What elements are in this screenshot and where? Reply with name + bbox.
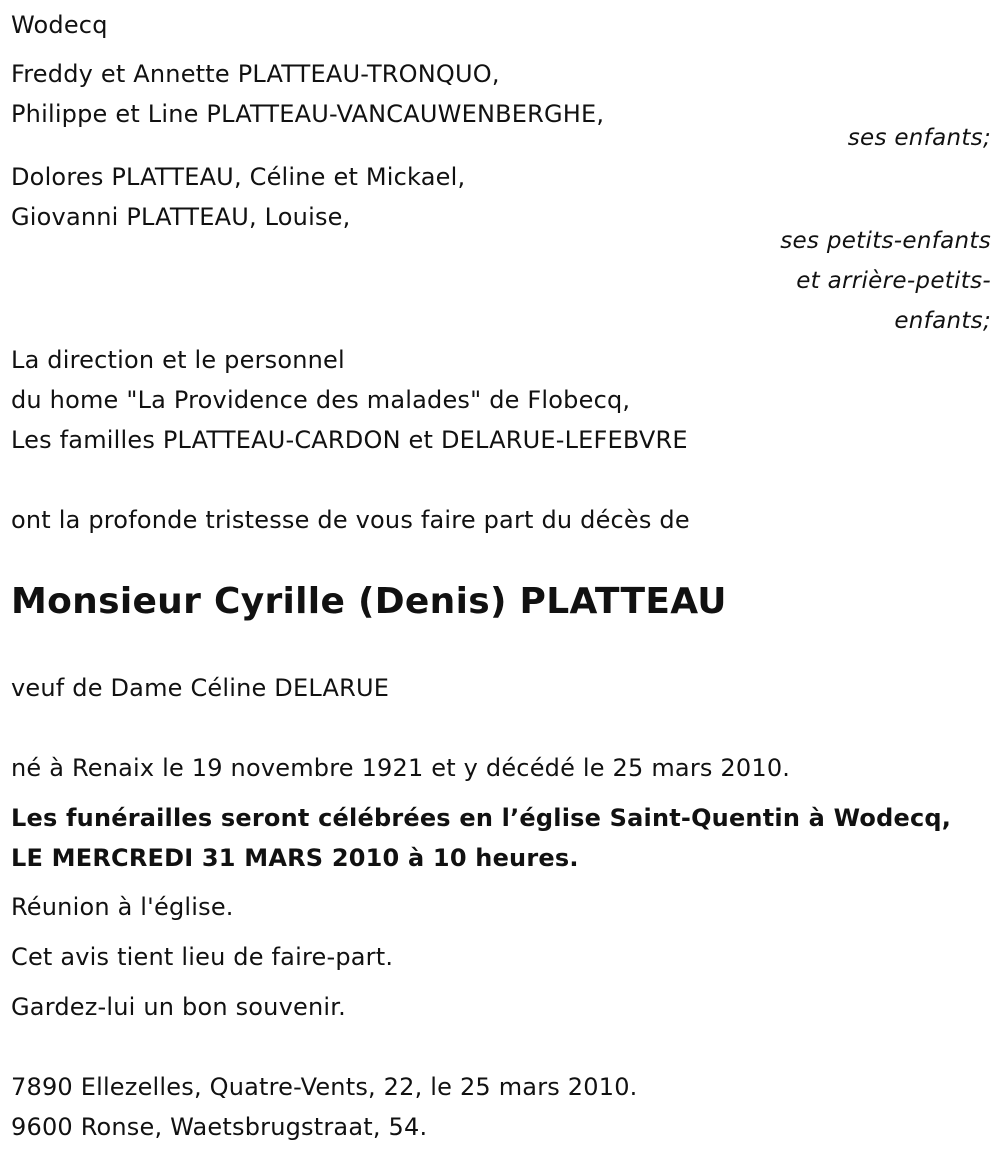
children-line-2: Philippe et Line PLATTEAU-VANCAUWENBERGHE, (11, 100, 605, 128)
grandchildren-line-2: Giovanni PLATTEAU, Louise, (11, 203, 351, 231)
notice: Cet avis tient lieu de faire-part. (11, 943, 394, 971)
locality: Wodecq (11, 11, 108, 39)
others-line-3: Les familles PLATTEAU-CARDON et DELARUE-LEFEBVRE (11, 426, 688, 454)
others-line-1: La direction et le personnel (11, 346, 345, 374)
meeting: Réunion à l'église. (11, 893, 234, 921)
address-line-1: 7890 Ellezelles, Quatre-Vents, 22, le 25 mars 2010. (11, 1073, 638, 1101)
birth-death: né à Renaix le 19 novembre 1921 et y décédé le 25 mars 2010. (11, 754, 791, 782)
funeral-line-2: LE MERCREDI 31 MARS 2010 à 10 heures. (11, 844, 579, 872)
grandchildren-role-line-1: ses petits-enfants (780, 228, 991, 254)
deceased-name: Monsieur Cyrille (Denis) PLATTEAU (11, 581, 727, 622)
grandchildren-role-line-3: enfants; (894, 308, 991, 334)
funeral-line-1: Les funérailles seront célébrées en l’église Saint-Quentin à Wodecq, (11, 804, 952, 832)
children-role: ses enfants; (847, 125, 991, 151)
remembrance: Gardez-lui un bon souvenir. (11, 993, 346, 1021)
grandchildren-role-line-2: et arrière-petits- (796, 268, 991, 294)
widower-of: veuf de Dame Céline DELARUE (11, 674, 390, 702)
announcement: ont la profonde tristesse de vous faire part du décès de (11, 506, 690, 534)
grandchildren-line-1: Dolores PLATTEAU, Céline et Mickael, (11, 163, 466, 191)
children-line-1: Freddy et Annette PLATTEAU-TRONQUO, (11, 60, 500, 88)
others-line-2: du home "La Providence des malades" de Flobecq, (11, 386, 631, 414)
address-line-2: 9600 Ronse, Waetsbrugstraat, 54. (11, 1113, 428, 1141)
